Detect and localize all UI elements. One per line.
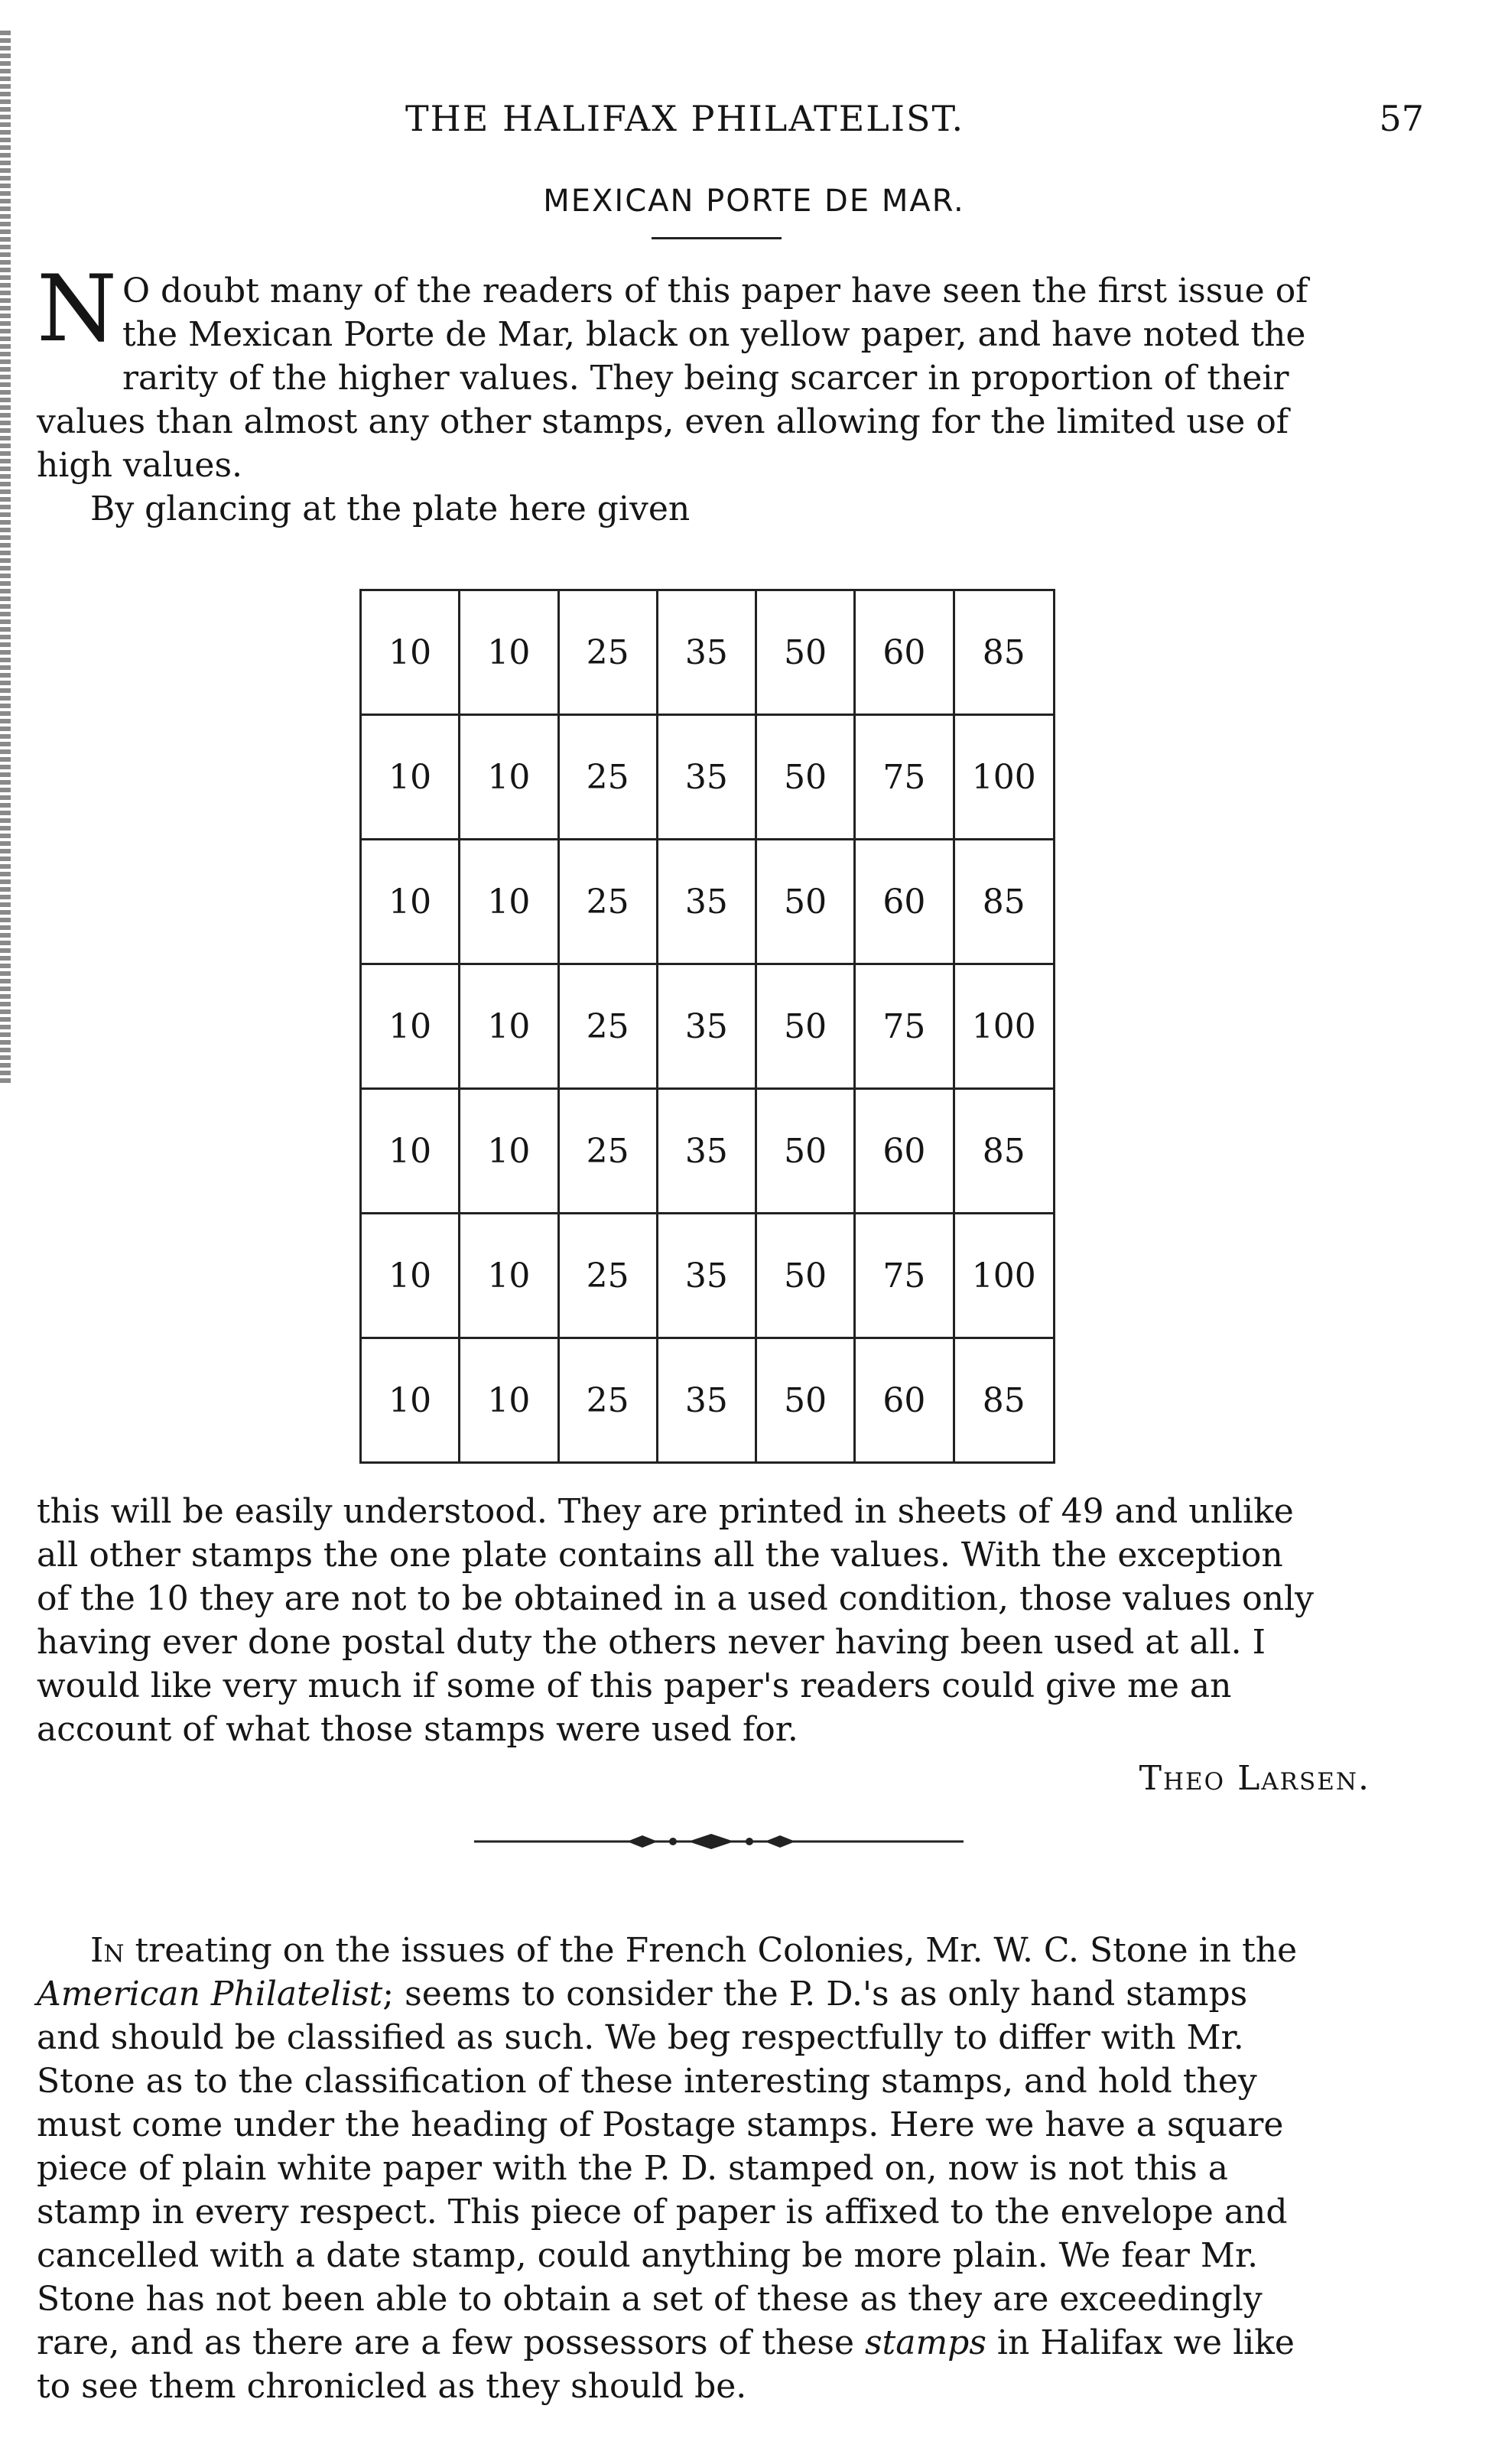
text-line: cancelled with a date stamp, could anything be more plain. We fear Mr. xyxy=(37,2236,1259,2275)
text-line: piece of plain white paper with the P. D. stamped on, now is not this a xyxy=(37,2149,1228,2188)
text-line xyxy=(37,2321,1422,2365)
section-divider-ornament xyxy=(474,1828,964,1855)
plate-cell: 50 xyxy=(756,590,855,715)
plate-cell: 100 xyxy=(954,715,1055,840)
plate-cell: 10 xyxy=(361,840,460,964)
plate-cell: 60 xyxy=(855,590,954,715)
text-line: all other stamps the one plate contains all the values. With the exception xyxy=(37,1536,1283,1575)
text-span: treating on the issues of the French Colonies, Mr. W. C. Stone in the xyxy=(124,1931,1298,1970)
plate-cell: 10 xyxy=(460,840,558,964)
plate-cell: 10 xyxy=(361,1338,460,1463)
plate-cell: 10 xyxy=(460,964,558,1089)
stamp-plate-table xyxy=(359,589,1055,1464)
text-line: of the 10 they are not to be obtained in a used condition, those values only xyxy=(37,1579,1314,1618)
plate-cell: 35 xyxy=(657,1338,756,1463)
italic-word: stamps xyxy=(864,2323,986,2362)
lead-in: In xyxy=(90,1931,125,1970)
text-line: the Mexican Porte de Mar, black on yellow paper, and have noted the xyxy=(122,315,1306,354)
plate-cell: 60 xyxy=(855,1089,954,1214)
intro-paragraph-indented xyxy=(122,269,1422,400)
plate-cell: 25 xyxy=(558,1089,657,1214)
plate-cell: 35 xyxy=(657,1214,756,1338)
text-line: stamp in every respect. This piece of paper is affixed to the envelope and xyxy=(37,2193,1288,2232)
plate-row xyxy=(361,1338,1055,1463)
plate-cell: 25 xyxy=(558,964,657,1089)
text-line: values than almost any other stamps, even allowing for the limited use of xyxy=(37,402,1289,441)
plate-cell: 10 xyxy=(361,1214,460,1338)
text-line: Stone has not been able to obtain a set of these as they are exceedingly xyxy=(37,2280,1263,2319)
plate-cell: 10 xyxy=(361,590,460,715)
drop-cap: N xyxy=(37,256,117,362)
stamp-plate xyxy=(359,589,1055,1438)
plate-cell: 60 xyxy=(855,840,954,964)
plate-cell: 25 xyxy=(558,840,657,964)
text-span: rare, and as there are a few possessors of these xyxy=(37,2323,865,2362)
article-title: MEXICAN PORTE DE MAR. xyxy=(543,184,965,219)
plate-row xyxy=(361,1089,1055,1214)
text-line: rarity of the higher values. They being scarcer in proportion of their xyxy=(122,359,1289,398)
plate-cell: 85 xyxy=(954,590,1055,715)
text-line: having ever done postal duty the others never having been used at all. I xyxy=(37,1623,1266,1662)
text-line: account of what those stamps were used for. xyxy=(37,1710,798,1749)
plate-row xyxy=(361,964,1055,1089)
plate-cell: 10 xyxy=(460,715,558,840)
plate-row xyxy=(361,1214,1055,1338)
plate-cell: 10 xyxy=(361,715,460,840)
text-line: O doubt many of the readers of this paper have seen the first issue of xyxy=(122,271,1308,310)
plate-cell: 85 xyxy=(954,1089,1055,1214)
text-line: high values. xyxy=(37,446,243,485)
text-line: and should be classified as such. We beg respectfully to differ with Mr. xyxy=(37,2018,1244,2057)
plate-cell: 85 xyxy=(954,1338,1055,1463)
plate-cell: 50 xyxy=(756,964,855,1089)
plate-cell: 25 xyxy=(558,1338,657,1463)
page-number: 57 xyxy=(1379,98,1424,139)
plate-cell: 50 xyxy=(756,1089,855,1214)
plate-cell: 10 xyxy=(460,1338,558,1463)
plate-cell: 60 xyxy=(855,1338,954,1463)
plate-cell: 10 xyxy=(361,1089,460,1214)
plate-cell: 10 xyxy=(361,964,460,1089)
plate-cell: 25 xyxy=(558,715,657,840)
text-line: Stone as to the classification of these interesting stamps, and hold they xyxy=(37,2062,1257,2101)
author-signature: Theo Larsen. xyxy=(1139,1759,1370,1798)
plate-cell: 50 xyxy=(756,715,855,840)
plate-cell: 10 xyxy=(460,590,558,715)
running-head: THE HALIFAX PHILATELIST. xyxy=(405,98,965,139)
intro-paragraph-full xyxy=(37,400,1422,487)
plate-cell: 50 xyxy=(756,840,855,964)
plate-cell: 50 xyxy=(756,1214,855,1338)
plate-cell: 75 xyxy=(855,1214,954,1338)
plate-cell: 35 xyxy=(657,1089,756,1214)
plate-cell: 50 xyxy=(756,1338,855,1463)
journal-title: American Philatelist xyxy=(37,1975,383,2014)
plate-cell: 100 xyxy=(954,1214,1055,1338)
plate-cell: 25 xyxy=(558,590,657,715)
text-line: would like very much if some of this paper's readers could give me an xyxy=(37,1666,1232,1705)
text-line: to see them chronicled as they should be. xyxy=(37,2367,747,2406)
plate-intro-line: By glancing at the plate here given xyxy=(90,489,691,528)
plate-cell: 75 xyxy=(855,964,954,1089)
plate-row xyxy=(361,715,1055,840)
text-line xyxy=(37,1929,1422,1972)
text-line: this will be easily understood. They are printed in sheets of 49 and unlike xyxy=(37,1492,1294,1531)
text-span: in Halifax we like xyxy=(986,2323,1295,2362)
text-line: must come under the heading of Postage stamps. Here we have a square xyxy=(37,2105,1284,2144)
plate-cell: 75 xyxy=(855,715,954,840)
plate-cell: 25 xyxy=(558,1214,657,1338)
plate-cell: 35 xyxy=(657,590,756,715)
plate-cell: 35 xyxy=(657,964,756,1089)
plate-row xyxy=(361,590,1055,715)
title-rule xyxy=(652,237,782,239)
plate-row xyxy=(361,840,1055,964)
text-line xyxy=(37,1972,1422,2016)
plate-cell: 10 xyxy=(460,1214,558,1338)
text-span: ; seems to consider the P. D.'s as only hand stamps xyxy=(382,1975,1248,2014)
french-colonies-paragraph xyxy=(37,1929,1422,2408)
plate-cell: 85 xyxy=(954,840,1055,964)
plate-cell: 10 xyxy=(460,1089,558,1214)
plate-cell: 100 xyxy=(954,964,1055,1089)
plate-cell: 35 xyxy=(657,840,756,964)
plate-cell: 35 xyxy=(657,715,756,840)
after-plate-paragraph xyxy=(37,1490,1422,1751)
